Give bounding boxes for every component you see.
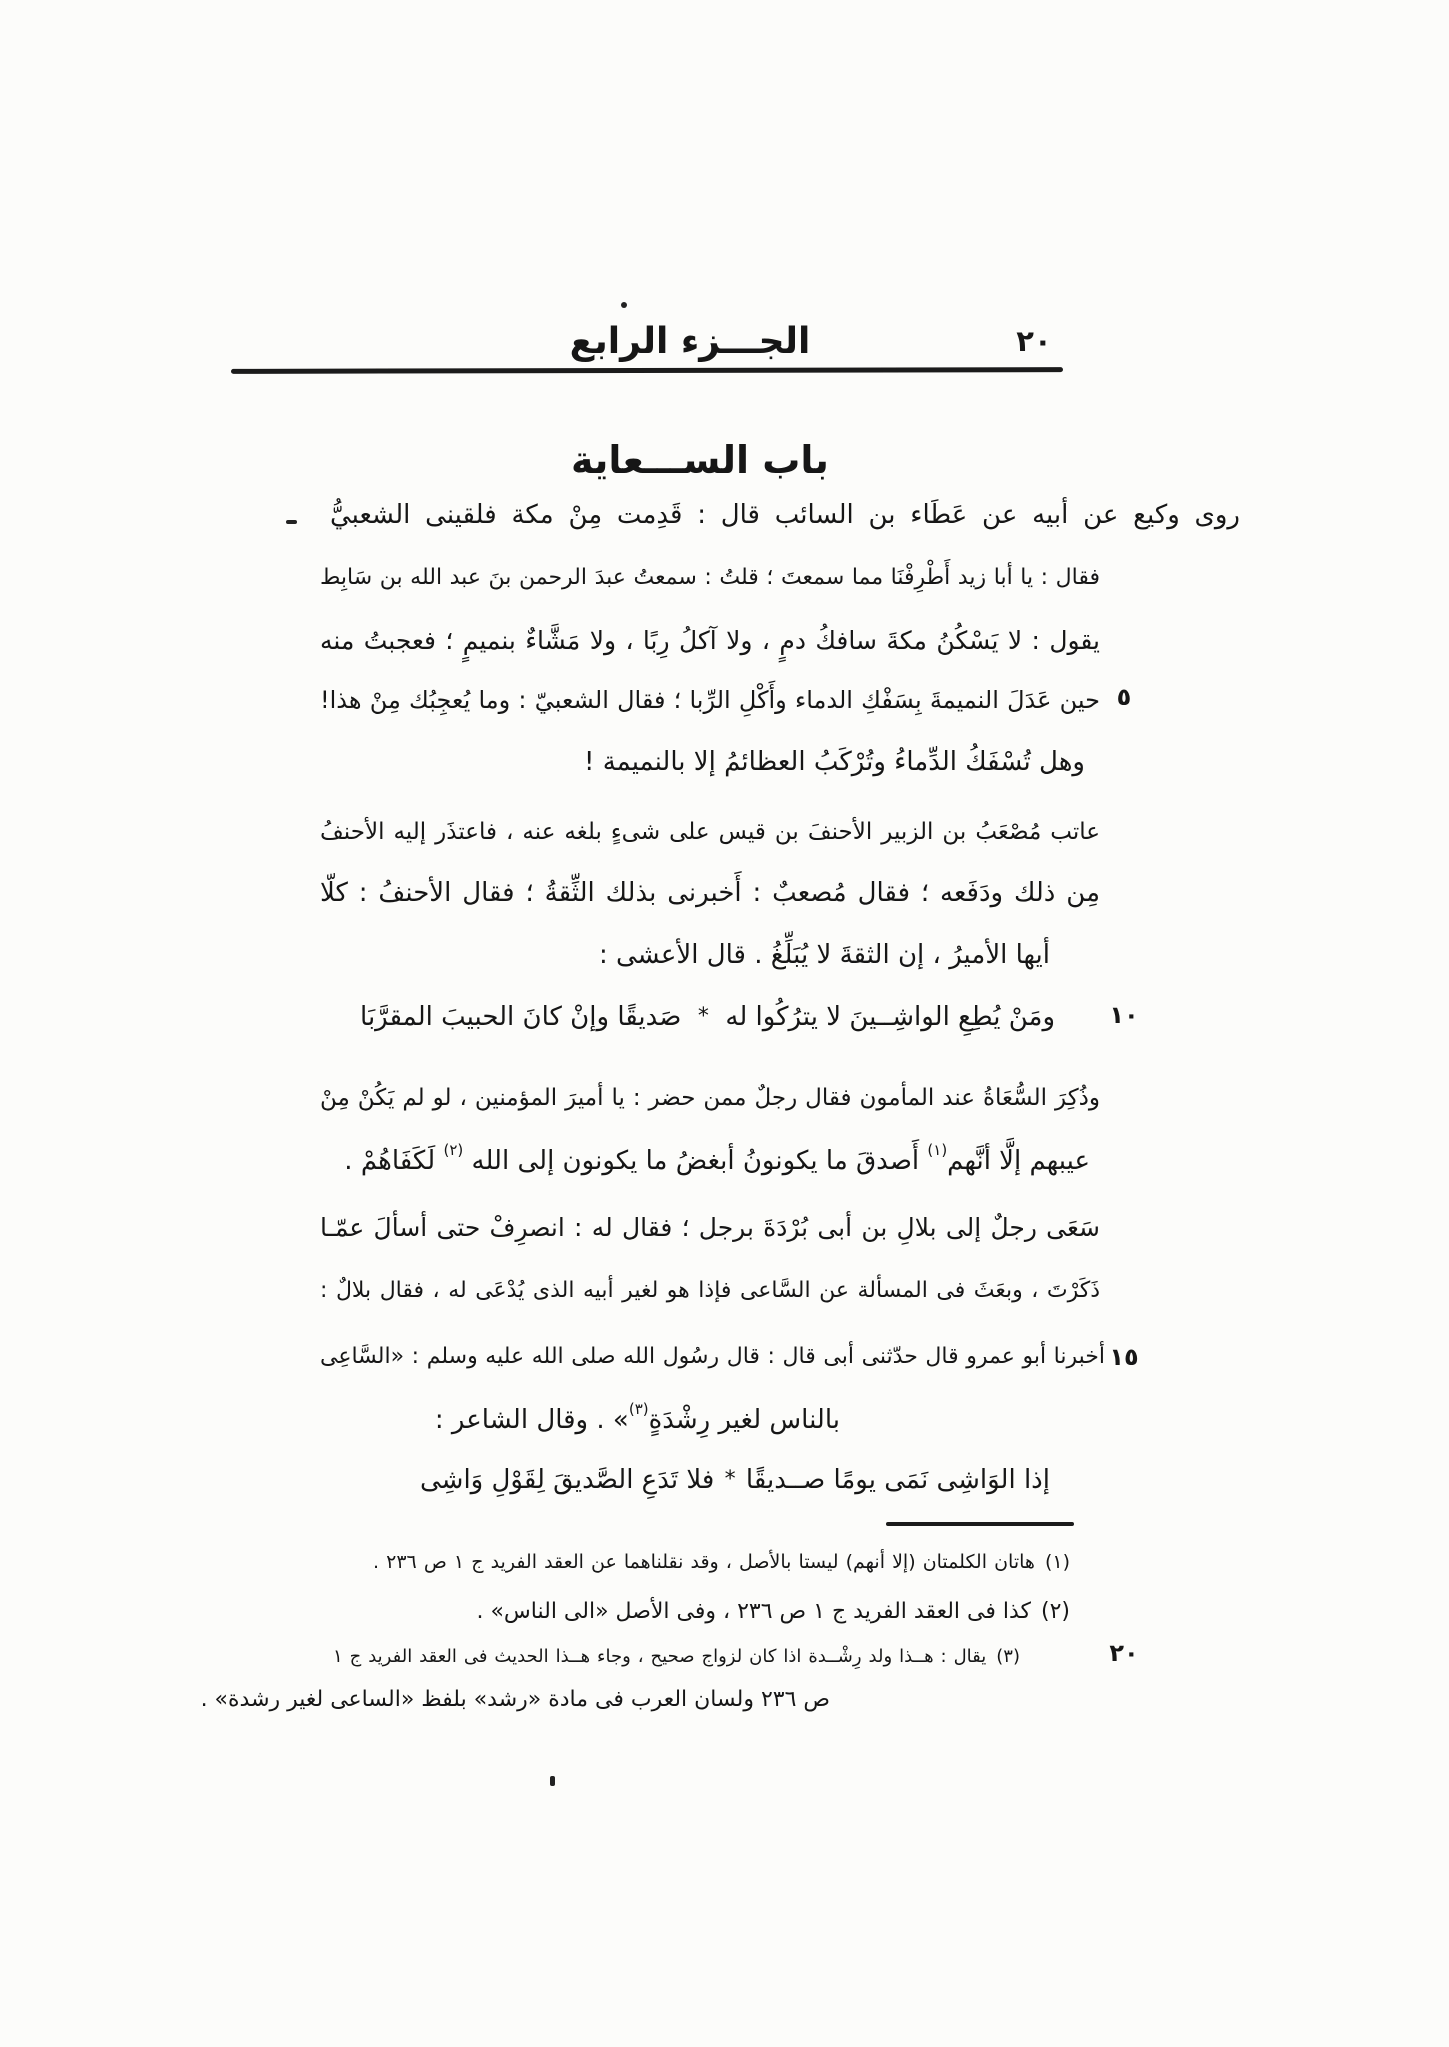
body-text: أَصدقَ ما يكونونُ أبغضُ ما يكونون إلى الله [463, 1146, 928, 1176]
body-line: عاتب مُصْعَبُ بن الزبير الأحنفَ بن قيس على شىءٍ بلغه عنه ، فاعتذَر إليه الأحنفُ [320, 819, 1100, 845]
ink-speck [286, 520, 297, 524]
page-number: ٢٠ [1016, 324, 1052, 358]
verse-divider: * [697, 1004, 709, 1029]
body-line: ذَكَرْتَ ، وبعَثَ فى المسألة عن السَّاعى فإذا هو لغير أبيه الذى يُدْعَى له ، فقال بلالٌ : [320, 1278, 1100, 1303]
body-line: وذُكِرَ السُّعَاةُ عند المأمون فقال رجلٌ ممن حضر : يا أميرَ المؤمنين ، لو لم يَكُنْ مِنْ [320, 1085, 1100, 1111]
footnote-marker: (٣) [996, 1646, 1020, 1667]
footnote-separator [886, 1522, 1074, 1526]
body-text: لَكَفَاهُمْ . [344, 1146, 444, 1176]
body-line: فقال : يا أبا زيد أَطْرِفْنَا مما سمعتَ ؛ قلتُ : سمعتُ عبدَ الرحمن بنَ عبد الله بن سَابِط [320, 565, 1100, 590]
body-line: سَعَى رجلٌ إلى بلالِ بن أبى بُرْدَةَ برجل ؛ فقال له : انصرِفْ حتى أسألَ عمّـا [320, 1213, 1100, 1242]
body-line: أخبرنا أبو عمرو قال حدّثنى أبى قال : قال رسُول الله صلى الله عليه وسلم : «السَّاعِى [320, 1344, 1105, 1369]
hemistich-left: صَديقًا وإنْ كانَ الحبيبَ المقرَّبَا [360, 1002, 682, 1032]
footnote-ref-1: (١) [927, 1141, 948, 1159]
margin-line-number-5: ٥ [1116, 683, 1132, 711]
footnote-ref-3: (٣) [628, 1400, 649, 1418]
ink-speck [621, 302, 627, 308]
body-line: وهل تُسْفَكُ الدِّماءُ وتُرْكَبُ العظائمُ إلا بالنميمة ! [584, 747, 1085, 777]
footnote-text: هاتان الكلمتان (إلا أنهم) ليستا بالأصل ، وقد نقلناهما عن العقد الفريد ج ١ ص ٢٣٦ . [373, 1551, 1035, 1573]
margin-line-number-15: ١٥ [1109, 1343, 1139, 1371]
poetry-line [360, 989, 1055, 1045]
margin-line-number-10: ١٠ [1109, 1001, 1139, 1029]
footnote-text: يقال : هــذا ولد رِشْــدة اذا كان لزواج صحيح ، وجاء هــذا الحديث فى العقد الفريد ج ١ [333, 1646, 987, 1667]
body-line [344, 1133, 1090, 1189]
footnote-ref-2: (٢) [443, 1141, 464, 1159]
running-title: الجـــزء الرابع [569, 321, 811, 362]
body-text: » . وقال الشاعر : [434, 1405, 629, 1435]
body-line: أيها الأميرُ ، إن الثقةَ لا يُبَلِّغُ . قال الأعشى : [598, 940, 1050, 970]
hemistich-right: إذا الوَاشِى نَمَى يومًا صــديقًا [745, 1465, 1050, 1495]
body-text: بالناس لغير رِشْدَةٍ [648, 1405, 840, 1435]
footnote-text: ص ٢٣٦ ولسان العرب فى مادة «رشد» بلفظ «الساعى لغير رشدة» . [200, 1687, 830, 1712]
body-line: يقول : لا يَسْكُنُ مكةَ سافكُ دمٍ ، ولا آكلُ رِبًا ، ولا مَشَّاءٌ بنميمٍ ؛ فعجبتُ منه [320, 626, 1100, 655]
footnote-text: كذا فى العقد الفريد ج ١ ص ٢٣٦ ، وفى الأصل «الى الناس» . [476, 1599, 1031, 1624]
chapter-title: باب الســـعاية [571, 438, 829, 482]
footnote-1 [373, 1540, 1070, 1584]
body-line: روى وكيع عن أبيه عن عَطَاء بن السائب قال : قَدِمت مِنْ مكة فلقينى الشعبيُّ [330, 500, 1240, 530]
body-line [435, 1392, 840, 1448]
body-text: عيبهم إلَّا أنَّهم [947, 1146, 1090, 1176]
footnote-marker: (٢) [1040, 1599, 1070, 1624]
body-line: حين عَدَلَ النميمةَ بِسَفْكِ الدماء وأَكْلِ الرِّبا ؛ فقال الشعبيّ : وما يُعجِبُك مِنْ هذا! [320, 686, 1100, 714]
footnote-marker: (١) [1044, 1551, 1070, 1573]
poetry-line [420, 1452, 1050, 1508]
verse-divider: * [724, 1467, 736, 1492]
footnote-2 [476, 1590, 1070, 1634]
ink-speck [550, 1776, 555, 1786]
footnote-3-line-1 [333, 1635, 1020, 1679]
header-rule [231, 367, 1063, 374]
hemistich-left: فلا تَدَعِ الصَّديقَ لِقَوْلِ وَاشِى [420, 1465, 715, 1495]
body-line: مِن ذلك ودَفَعه ؛ فقال مُصعبٌ : أَخبرنى بذلك الثِّقةُ ؛ فقال الأحنفُ : كلّا [320, 878, 1100, 908]
footnote-3-line-2 [201, 1678, 830, 1722]
hemistich-right: ومَنْ يُطِعِ الواشِــينَ لا يترُكُوا له [725, 1002, 1055, 1032]
margin-line-number-20: ٢٠ [1109, 1639, 1139, 1667]
